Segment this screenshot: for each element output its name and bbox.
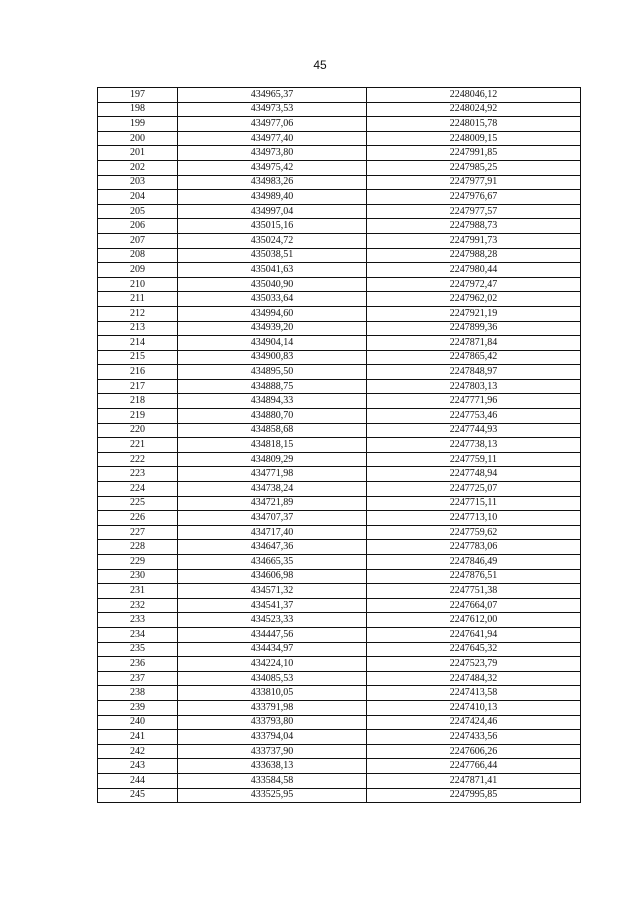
- point-number-cell: 210: [98, 277, 178, 292]
- point-number-cell: 219: [98, 409, 178, 424]
- x-coordinate-cell: 434447,56: [178, 627, 367, 642]
- y-coordinate-cell: 2247433,56: [367, 730, 581, 745]
- table-row: [98, 511, 581, 526]
- point-number-cell: 215: [98, 350, 178, 365]
- table-row: [98, 131, 581, 146]
- y-coordinate-cell: 2247606,26: [367, 744, 581, 759]
- y-coordinate-cell: 2247980,44: [367, 263, 581, 278]
- x-coordinate-cell: 435041,63: [178, 263, 367, 278]
- y-coordinate-cell: 2247846,49: [367, 555, 581, 570]
- x-coordinate-cell: 434434,97: [178, 642, 367, 657]
- x-coordinate-cell: 434721,89: [178, 496, 367, 511]
- y-coordinate-cell: 2247612,00: [367, 613, 581, 628]
- y-coordinate-cell: 2248009,15: [367, 131, 581, 146]
- y-coordinate-cell: 2248046,12: [367, 88, 581, 103]
- table-row: [98, 715, 581, 730]
- x-coordinate-cell: 434809,29: [178, 452, 367, 467]
- y-coordinate-cell: 2248015,78: [367, 117, 581, 132]
- x-coordinate-cell: 434888,75: [178, 379, 367, 394]
- y-coordinate-cell: 2247977,91: [367, 175, 581, 190]
- table-row: [98, 496, 581, 511]
- table-row: [98, 102, 581, 117]
- x-coordinate-cell: 434571,32: [178, 584, 367, 599]
- point-number-cell: 233: [98, 613, 178, 628]
- x-coordinate-cell: 434647,36: [178, 540, 367, 555]
- point-number-cell: 207: [98, 233, 178, 248]
- x-coordinate-cell: 434224,10: [178, 657, 367, 672]
- x-coordinate-cell: 434606,98: [178, 569, 367, 584]
- point-number-cell: 214: [98, 336, 178, 351]
- table-row: [98, 306, 581, 321]
- table-row: [98, 642, 581, 657]
- point-number-cell: 225: [98, 496, 178, 511]
- y-coordinate-cell: 2247899,36: [367, 321, 581, 336]
- table-row: [98, 598, 581, 613]
- table-row: [98, 569, 581, 584]
- y-coordinate-cell: 2247766,44: [367, 759, 581, 774]
- x-coordinate-cell: 434994,60: [178, 306, 367, 321]
- coordinates-table: [97, 87, 581, 803]
- point-number-cell: 211: [98, 292, 178, 307]
- x-coordinate-cell: 433525,95: [178, 788, 367, 803]
- x-coordinate-cell: 434707,37: [178, 511, 367, 526]
- y-coordinate-cell: 2247977,57: [367, 204, 581, 219]
- x-coordinate-cell: 434880,70: [178, 409, 367, 424]
- y-coordinate-cell: 2247410,13: [367, 700, 581, 715]
- point-number-cell: 204: [98, 190, 178, 205]
- table-row: [98, 452, 581, 467]
- point-number-cell: 200: [98, 131, 178, 146]
- x-coordinate-cell: 433584,58: [178, 773, 367, 788]
- table-row: [98, 365, 581, 380]
- point-number-cell: 206: [98, 219, 178, 234]
- point-number-cell: 236: [98, 657, 178, 672]
- y-coordinate-cell: 2247871,84: [367, 336, 581, 351]
- table-row: [98, 671, 581, 686]
- table-row: [98, 394, 581, 409]
- point-number-cell: 224: [98, 482, 178, 497]
- y-coordinate-cell: 2247991,73: [367, 233, 581, 248]
- x-coordinate-cell: 434085,53: [178, 671, 367, 686]
- x-coordinate-cell: 435033,64: [178, 292, 367, 307]
- table-row: [98, 233, 581, 248]
- x-coordinate-cell: 434973,80: [178, 146, 367, 161]
- y-coordinate-cell: 2247641,94: [367, 627, 581, 642]
- table-row: [98, 773, 581, 788]
- point-number-cell: 216: [98, 365, 178, 380]
- point-number-cell: 217: [98, 379, 178, 394]
- y-coordinate-cell: 2247976,67: [367, 190, 581, 205]
- table-row: [98, 321, 581, 336]
- x-coordinate-cell: 434894,33: [178, 394, 367, 409]
- y-coordinate-cell: 2247484,32: [367, 671, 581, 686]
- table-row: [98, 627, 581, 642]
- y-coordinate-cell: 2247985,25: [367, 160, 581, 175]
- point-number-cell: 202: [98, 160, 178, 175]
- x-coordinate-cell: 434977,40: [178, 131, 367, 146]
- x-coordinate-cell: 435040,90: [178, 277, 367, 292]
- point-number-cell: 223: [98, 467, 178, 482]
- y-coordinate-cell: 2247715,11: [367, 496, 581, 511]
- table-row: [98, 657, 581, 672]
- table-row: [98, 248, 581, 263]
- point-number-cell: 243: [98, 759, 178, 774]
- x-coordinate-cell: 434973,53: [178, 102, 367, 117]
- y-coordinate-cell: 2247921,19: [367, 306, 581, 321]
- table-row: [98, 788, 581, 803]
- table-row: [98, 409, 581, 424]
- table-row: [98, 700, 581, 715]
- table-row: [98, 146, 581, 161]
- point-number-cell: 235: [98, 642, 178, 657]
- table-row: [98, 744, 581, 759]
- table-row: [98, 88, 581, 103]
- point-number-cell: 205: [98, 204, 178, 219]
- y-coordinate-cell: 2247424,46: [367, 715, 581, 730]
- point-number-cell: 230: [98, 569, 178, 584]
- point-number-cell: 238: [98, 686, 178, 701]
- table-row: [98, 350, 581, 365]
- x-coordinate-cell: 434939,20: [178, 321, 367, 336]
- point-number-cell: 226: [98, 511, 178, 526]
- table-row: [98, 292, 581, 307]
- y-coordinate-cell: 2247803,13: [367, 379, 581, 394]
- x-coordinate-cell: 434738,24: [178, 482, 367, 497]
- y-coordinate-cell: 2247991,85: [367, 146, 581, 161]
- x-coordinate-cell: 435015,16: [178, 219, 367, 234]
- table-row: [98, 423, 581, 438]
- table-row: [98, 613, 581, 628]
- point-number-cell: 212: [98, 306, 178, 321]
- y-coordinate-cell: 2247523,79: [367, 657, 581, 672]
- point-number-cell: 242: [98, 744, 178, 759]
- point-number-cell: 241: [98, 730, 178, 745]
- point-number-cell: 201: [98, 146, 178, 161]
- table-row: [98, 277, 581, 292]
- x-coordinate-cell: 434858,68: [178, 423, 367, 438]
- y-coordinate-cell: 2247738,13: [367, 438, 581, 453]
- x-coordinate-cell: 434900,83: [178, 350, 367, 365]
- x-coordinate-cell: 434965,37: [178, 88, 367, 103]
- x-coordinate-cell: 434771,98: [178, 467, 367, 482]
- point-number-cell: 213: [98, 321, 178, 336]
- y-coordinate-cell: 2247848,97: [367, 365, 581, 380]
- table-row: [98, 117, 581, 132]
- x-coordinate-cell: 433793,80: [178, 715, 367, 730]
- y-coordinate-cell: 2247725,07: [367, 482, 581, 497]
- x-coordinate-cell: 434983,26: [178, 175, 367, 190]
- y-coordinate-cell: 2247744,93: [367, 423, 581, 438]
- point-number-cell: 234: [98, 627, 178, 642]
- point-number-cell: 228: [98, 540, 178, 555]
- y-coordinate-cell: 2248024,92: [367, 102, 581, 117]
- coordinates-table-body: [98, 88, 581, 803]
- x-coordinate-cell: 433638,13: [178, 759, 367, 774]
- page-number: 45: [313, 58, 327, 72]
- y-coordinate-cell: 2247876,51: [367, 569, 581, 584]
- table-row: [98, 730, 581, 745]
- point-number-cell: 237: [98, 671, 178, 686]
- table-row: [98, 336, 581, 351]
- point-number-cell: 232: [98, 598, 178, 613]
- table-row: [98, 686, 581, 701]
- point-number-cell: 240: [98, 715, 178, 730]
- y-coordinate-cell: 2247751,38: [367, 584, 581, 599]
- point-number-cell: 218: [98, 394, 178, 409]
- y-coordinate-cell: 2247413,58: [367, 686, 581, 701]
- x-coordinate-cell: 433810,05: [178, 686, 367, 701]
- x-coordinate-cell: 433791,98: [178, 700, 367, 715]
- table-row: [98, 540, 581, 555]
- point-number-cell: 208: [98, 248, 178, 263]
- point-number-cell: 244: [98, 773, 178, 788]
- point-number-cell: 203: [98, 175, 178, 190]
- x-coordinate-cell: 434975,42: [178, 160, 367, 175]
- y-coordinate-cell: 2247753,46: [367, 409, 581, 424]
- point-number-cell: 221: [98, 438, 178, 453]
- point-number-cell: 198: [98, 102, 178, 117]
- table-row: [98, 525, 581, 540]
- y-coordinate-cell: 2247865,42: [367, 350, 581, 365]
- table-row: [98, 263, 581, 278]
- x-coordinate-cell: 434818,15: [178, 438, 367, 453]
- y-coordinate-cell: 2247759,11: [367, 452, 581, 467]
- y-coordinate-cell: 2247988,73: [367, 219, 581, 234]
- point-number-cell: 231: [98, 584, 178, 599]
- y-coordinate-cell: 2247713,10: [367, 511, 581, 526]
- table-row: [98, 584, 581, 599]
- x-coordinate-cell: 435038,51: [178, 248, 367, 263]
- point-number-cell: 227: [98, 525, 178, 540]
- y-coordinate-cell: 2247995,85: [367, 788, 581, 803]
- y-coordinate-cell: 2247871,41: [367, 773, 581, 788]
- x-coordinate-cell: 435024,72: [178, 233, 367, 248]
- x-coordinate-cell: 434989,40: [178, 190, 367, 205]
- point-number-cell: 220: [98, 423, 178, 438]
- x-coordinate-cell: 434523,33: [178, 613, 367, 628]
- point-number-cell: 199: [98, 117, 178, 132]
- y-coordinate-cell: 2247962,02: [367, 292, 581, 307]
- y-coordinate-cell: 2247988,28: [367, 248, 581, 263]
- y-coordinate-cell: 2247783,06: [367, 540, 581, 555]
- x-coordinate-cell: 433794,04: [178, 730, 367, 745]
- y-coordinate-cell: 2247759,62: [367, 525, 581, 540]
- point-number-cell: 209: [98, 263, 178, 278]
- y-coordinate-cell: 2247664,07: [367, 598, 581, 613]
- table-row: [98, 467, 581, 482]
- y-coordinate-cell: 2247771,96: [367, 394, 581, 409]
- point-number-cell: 222: [98, 452, 178, 467]
- x-coordinate-cell: 434997,04: [178, 204, 367, 219]
- x-coordinate-cell: 434904,14: [178, 336, 367, 351]
- table-row: [98, 482, 581, 497]
- point-number-cell: 229: [98, 555, 178, 570]
- table-row: [98, 555, 581, 570]
- table-row: [98, 219, 581, 234]
- y-coordinate-cell: 2247972,47: [367, 277, 581, 292]
- x-coordinate-cell: 434895,50: [178, 365, 367, 380]
- table-row: [98, 759, 581, 774]
- x-coordinate-cell: 434665,35: [178, 555, 367, 570]
- x-coordinate-cell: 433737,90: [178, 744, 367, 759]
- point-number-cell: 239: [98, 700, 178, 715]
- table-row: [98, 438, 581, 453]
- y-coordinate-cell: 2247748,94: [367, 467, 581, 482]
- point-number-cell: 245: [98, 788, 178, 803]
- x-coordinate-cell: 434717,40: [178, 525, 367, 540]
- x-coordinate-cell: 434977,06: [178, 117, 367, 132]
- y-coordinate-cell: 2247645,32: [367, 642, 581, 657]
- point-number-cell: 197: [98, 88, 178, 103]
- table-row: [98, 160, 581, 175]
- table-row: [98, 379, 581, 394]
- table-row: [98, 204, 581, 219]
- table-row: [98, 190, 581, 205]
- x-coordinate-cell: 434541,37: [178, 598, 367, 613]
- table-row: [98, 175, 581, 190]
